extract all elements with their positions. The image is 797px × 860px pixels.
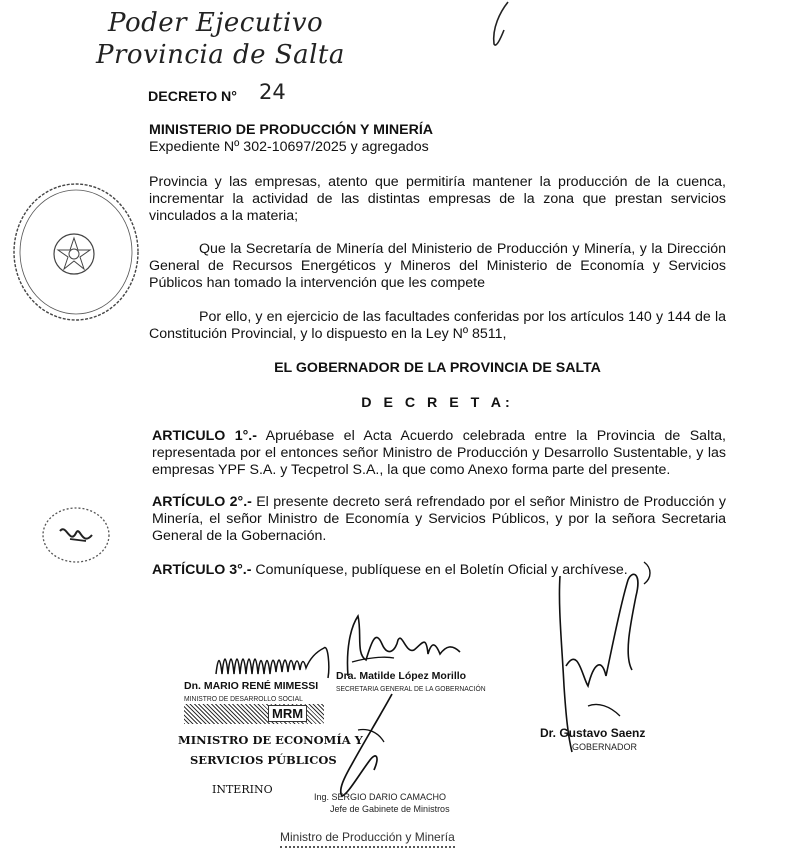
paragraph-1: Provincia y las empresas, atento que permitiría mantener la producción de la cuenca, incrementar la actividad de las distintas empresas de la zona que prestan servicios vinculados a la materia; [149, 174, 726, 224]
governor-heading: EL GOBERNADOR DE LA PROVINCIA DE SALTA [274, 360, 601, 376]
camacho-role: Jefe de Gabinete de Ministros [330, 804, 450, 814]
saenz-role: GOBERNADOR [572, 742, 638, 752]
mimessi-line1: MINISTRO DE ECONOMÍA Y [178, 733, 363, 747]
lopez-role: SECRETARIA GENERAL DE LA GOBERNACIÓN [336, 684, 486, 693]
article-3-text: Comuníquese, publíquese en el Boletín Oficial y archívese. [251, 562, 628, 578]
camacho-name: Ing. SERGIO DARIO CAMACHO [314, 792, 447, 802]
article-1-text: Apruébase el Acta Acuerdo celebrada entre la Provincia de Salta, representada por el entonces señor Ministro de Producción y Desarrollo Sustentable, y las empresas YPF S.A. y Tecpetrol S.A., la que como Anexo forma parte del presente. [152, 428, 726, 478]
sec-gral-stamp [40, 505, 114, 565]
article-2-text: El presente decreto será refrendado por el señor Ministro de Producción y Minería, el señor Ministro de Economía y Servicios Públicos, y por la señora Secretaria General de la Gobernación. [152, 494, 726, 544]
mimessi-signature [212, 638, 342, 682]
article-1-label: ARTICULO 1°.- [152, 428, 257, 444]
expediente: Expediente Nº 302-10697/2025 y agregados [149, 139, 429, 155]
article-1 [152, 428, 726, 479]
letterhead-province: Provincia de Salta [96, 40, 345, 70]
article-2 [152, 494, 726, 545]
paragraph-3: Por ello, y en ejercicio de las facultades conferidas por los artículos 140 y 144 de la Constitución Provincial, y lo dispuesto en la Ley Nº 8511, [149, 309, 726, 342]
ministry-name: MINISTERIO DE PRODUCCIÓN Y MINERÍA [149, 122, 434, 138]
saenz-name: Dr. Gustavo Saenz [540, 726, 646, 740]
decree-label: DECRETO N° [148, 89, 237, 105]
paragraph-2: Que la Secretaría de Minería del Ministerio de Producción y Minería, y la Dirección General de Recursos Energéticos y Mineros del Ministerio de Economía y Servicios Públicos han tomado la intervención que les compete [149, 241, 726, 291]
mimessi-line3: INTERINO [212, 783, 273, 796]
top-pen-mark [480, 0, 520, 50]
decreta-heading: D E C R E T A: [361, 395, 514, 411]
camacho-stamp: Ministro de Producción y Minería [280, 830, 455, 848]
mimessi-name: Dn. MARIO RENÉ MIMESSI [184, 680, 319, 692]
mimessi-role: MINISTRO DE DESARROLLO SOCIAL [184, 694, 303, 703]
letterhead-title: Poder Ejecutivo [108, 8, 324, 38]
lopez-name: Dra. Matilde López Morillo [336, 670, 467, 682]
article-3-label: ARTÍCULO 3°.- [152, 562, 252, 578]
gobernacion-stamp [8, 178, 144, 326]
mimessi-line2: SERVICIOS PÚBLICOS [190, 753, 337, 767]
article-2-label: ARTÍCULO 2°.- [152, 494, 252, 510]
mrm-badge: MRM [268, 705, 307, 722]
decree-number: 24 [259, 80, 286, 104]
